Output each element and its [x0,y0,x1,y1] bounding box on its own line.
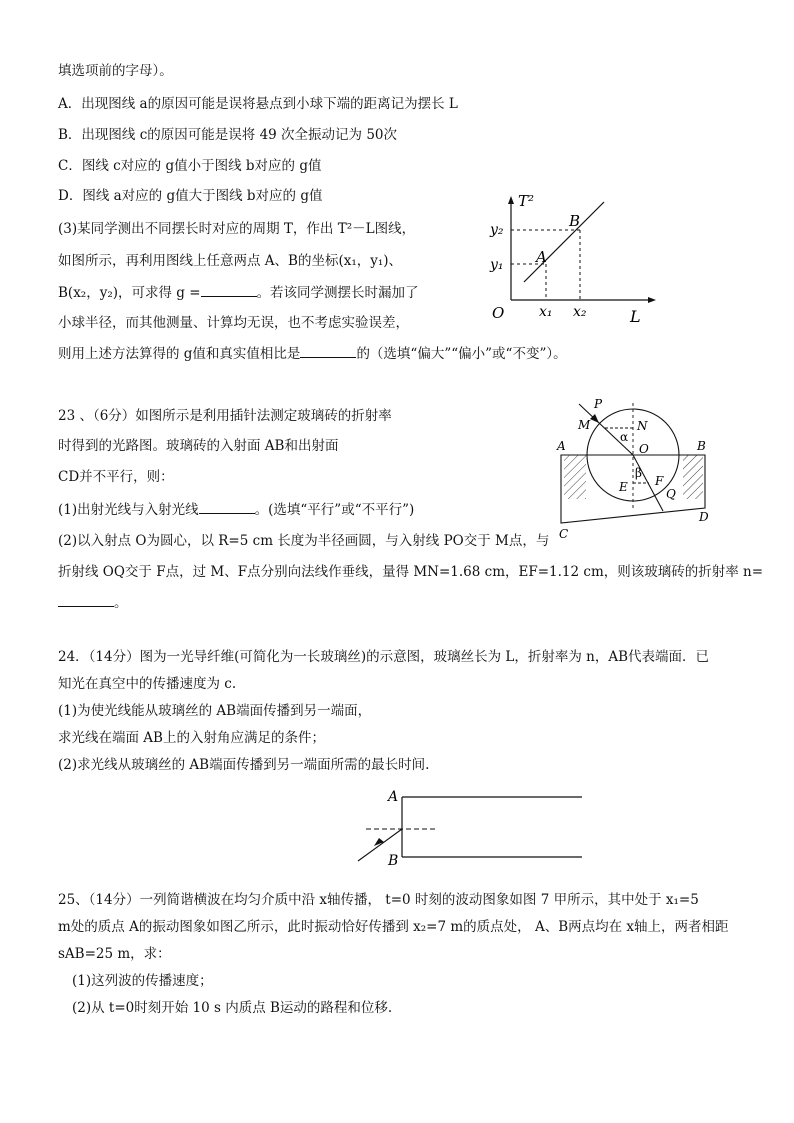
q25-line2: m处的质点 A的振动图象如图乙所示，此时振动恰好传播到 x₂=7 m的质点处， A、B两点均在 x轴上，两者相距 [58,919,729,935]
q22-part3-line5-start: 则用上述方法算得的 g值和真实值相比是 [58,346,301,362]
label-c: C [559,527,569,541]
q25-line3: sAB=25 m，求： [58,946,171,962]
q25-line1: 25、（14分）一列简谐横波在均匀介质中沿 x轴传播， t=0 时刻的波动图象如图 7 甲所示，其中处于 x₁=5 [58,892,699,908]
answer-blank-g[interactable] [201,283,257,297]
q25-sub1: (1)这列波的传播速度； [72,973,213,989]
q22-part3-line5 [58,344,567,363]
q22-part3-line3 [58,283,419,302]
q23-line2: 时得到的光路图。玻璃砖的入射面 AB和出射面 [58,438,339,454]
label-e: E [619,480,628,494]
answer-blank-n[interactable] [58,593,114,607]
glass-brick-figure [555,393,725,543]
q23-sub1 [58,500,414,519]
y-axis-label: T² [518,192,535,210]
label-alpha: α [620,430,629,444]
fiber-label-b: B [388,853,399,869]
q23-sub2-line2: 折射线 OQ交于 F点，过 M、F点分别向法线作垂线，量得 MN=1.68 cm，EF=1.12 cm，则该玻璃砖的折射率 n= [58,564,764,580]
label-f: F [655,474,664,488]
incident-light-arrow [374,838,384,846]
q22-option-d: D．图线 a对应的 g值大于图线 b对应的 g值 [58,188,323,204]
x1-label: x₁ [539,304,553,320]
point-b-label: B [569,212,581,230]
q23-line1: 23 、（6分）如图所示是利用插针法测定玻璃砖的折射率 [58,408,392,424]
label-q: Q [666,487,676,501]
q24-line2: 知光在真空中的传播速度为 c. [58,676,237,692]
label-beta: β [635,466,642,480]
x2-label: x₂ [573,304,587,320]
label-n: N [637,419,648,433]
q23-sub1-start: (1)出射光线与入射光线 [58,502,199,518]
point-a-label: A [536,248,547,266]
q23-sub2-end: 。 [114,595,128,611]
q24-line3: (1)为使光线能从玻璃丝的 AB端面传播到另一端面， [58,703,372,719]
q22-part3-line2: 如图所示，再利用图线上任意两点 A、B的坐标(x₁，y₁)、 [58,253,403,269]
hatch-left [564,455,586,499]
q22-option-c: C．图线 c对应的 g值小于图线 b对应的 g值 [58,158,322,174]
y1-label: y₁ [490,257,504,273]
q22-intro-tail: 填选项前的字母）。 [58,63,173,79]
q24-line1: 24．（14分）图为一光导纤维(可简化为一长玻璃丝)的示意图，玻璃丝长为 L，折射率为 n，AB代表端面．已 [58,649,710,665]
q23-sub2-line1: (2)以入射点 O为圆心，以 R=5 cm 长度为半径画圆，与入射线 PO交于 M点，与 [58,533,550,549]
label-d: D [699,510,709,524]
data-line [524,202,604,282]
q22-part3-line3-start: B(x₂，y₂)，可求得 g = [58,285,201,301]
label-b: B [697,439,706,453]
hatch-right [683,455,703,499]
label-a: A [557,439,566,453]
q23-line3: CD并不平行，则： [58,469,174,485]
label-p: P [594,397,603,411]
q23-sub2-line3 [58,593,128,612]
answer-blank-parallel[interactable] [199,500,255,514]
y-axis-arrow [508,196,514,204]
label-o: O [639,442,649,456]
q22-part3-line1: (3)某同学测出不同摆长时对应的周期 T，作出 T²－L图线， [58,221,416,237]
label-m: M [578,418,591,432]
q22-part3-line5-end: 的（选填“偏大”“偏小”或“不变”）。 [356,346,567,362]
q25-sub2: (2)从 t=0时刻开始 10 s 内质点 B运动的路程和位移. [72,1000,393,1016]
q22-part3-line3-end: 。若该同学测摆长时漏加了 [256,285,419,301]
optical-fiber-figure [350,785,590,870]
q24-line5: (2)求光线从玻璃丝的 AB端面传播到另一端面所需的最长时间. [58,757,430,773]
q22-part3-line4: 小球半径，而其他测量、计算均无误，也不考虑实验误差， [58,315,409,331]
x-axis-label: L [630,307,641,326]
q22-option-a: A．出现图线 a的原因可能是误将悬点到小球下端的距离记为摆长 L [58,96,458,112]
t2-l-graph [480,190,660,330]
q22-option-b: B．出现图线 c的原因可能是误将 49 次全振动记为 50次 [58,127,398,143]
origin-label: O [492,304,505,322]
fiber-label-a: A [388,789,399,805]
answer-blank-compare[interactable] [300,344,356,358]
y2-label: y₂ [490,222,504,238]
q24-line4: 求光线在端面 AB上的入射角应满足的条件； [58,730,325,746]
q23-sub1-end: 。(选填“平行”或“不平行”) [254,502,415,518]
x-axis-arrow [648,297,656,303]
